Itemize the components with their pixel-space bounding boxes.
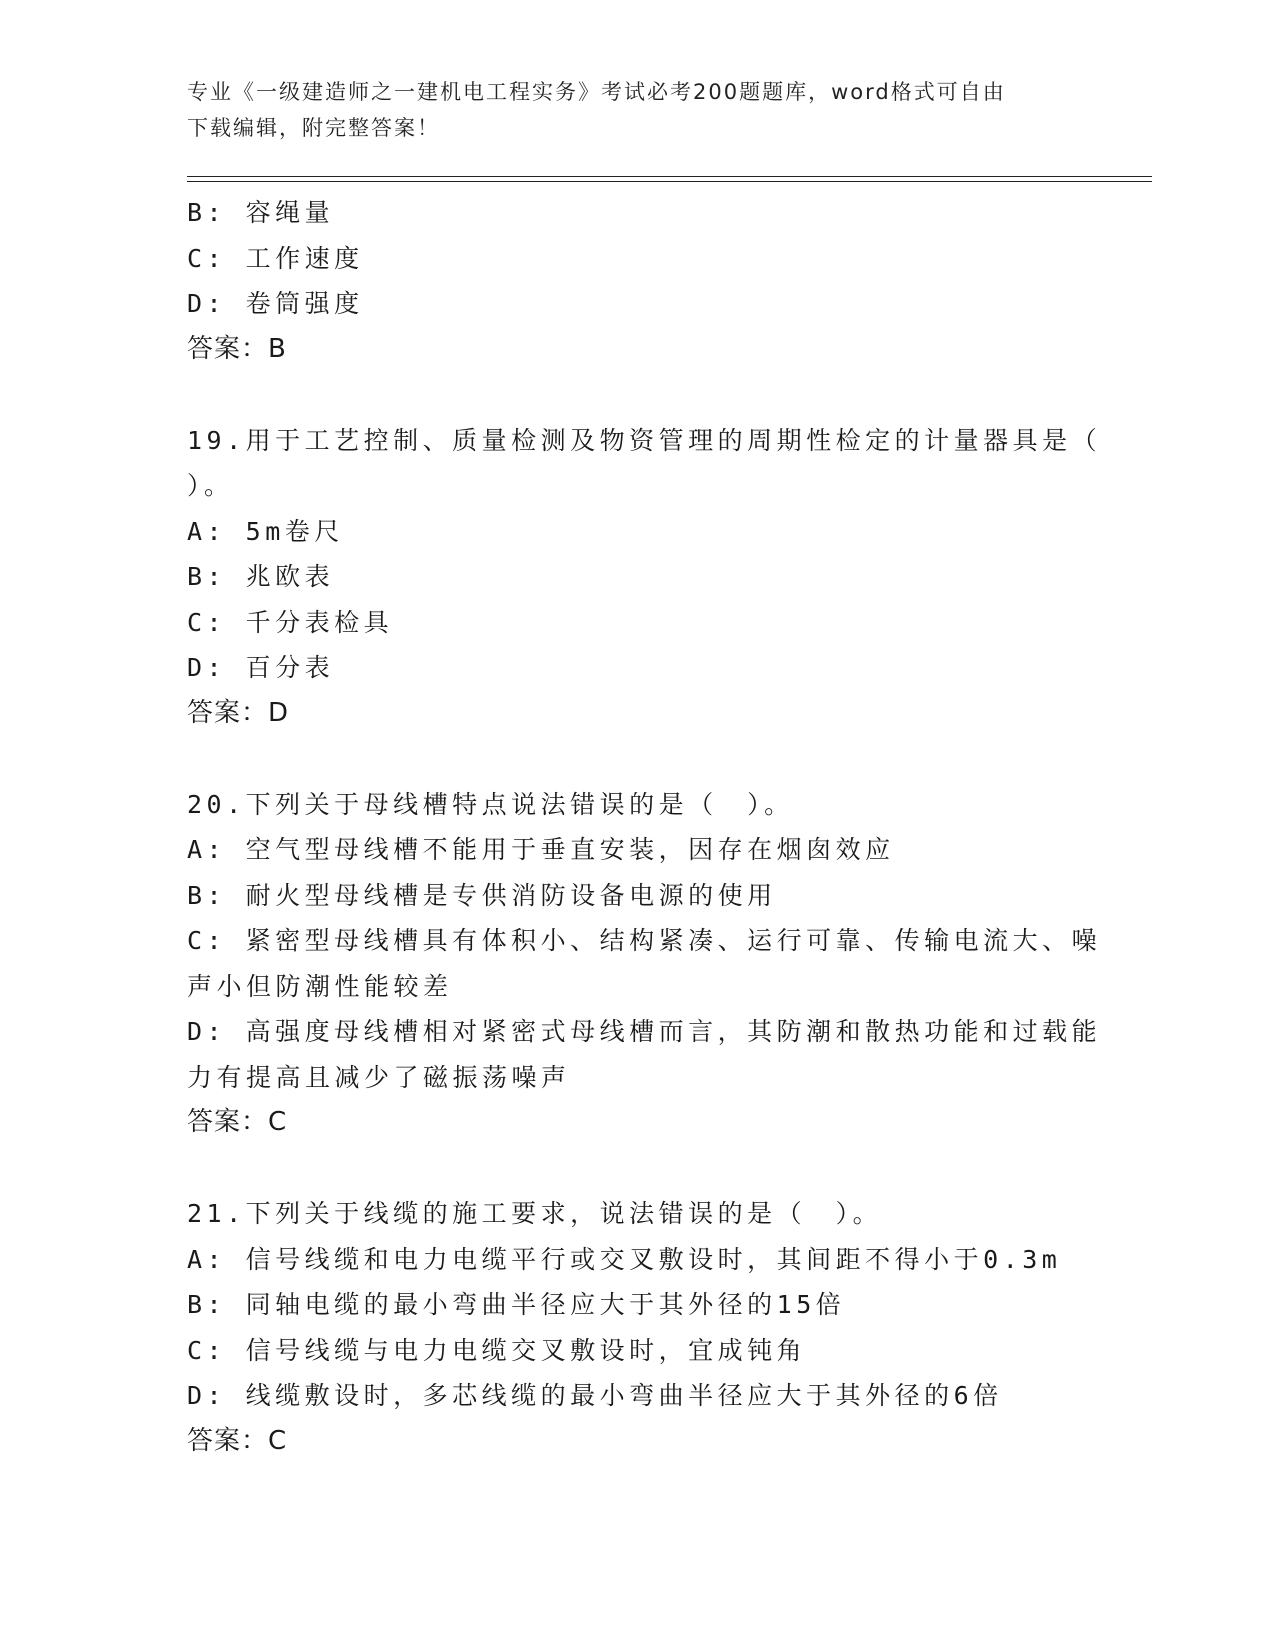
q21-stem: 21.下列关于线缆的施工要求，说法错误的是（ ）。 [187,1199,883,1228]
q19-option-b: B: 兆欧表 [187,562,335,591]
q18-option-c: C: 工作速度 [187,243,364,273]
q18-answer: 答案：B [187,333,287,364]
header-rule-top [187,176,1152,177]
q20-stem: 20.下列关于母线槽特点说法错误的是（ ）。 [187,789,794,819]
q19-stem-line-1: 19.用于工艺控制、质量检测及物资管理的周期性检定的计量器具是（ [187,425,1102,455]
q20-option-c-line-1: C: 紧密型母线槽具有体积小、结构紧凑、运行可靠、传输电流大、噪 [187,926,1102,955]
header-rule-bottom [187,181,1152,182]
q20-answer: 答案：C [187,1107,288,1137]
spacer [187,736,1087,782]
q19-option-d: D: 百分表 [187,653,335,682]
q20-option-d-line-1: D: 高强度母线槽相对紧密式母线槽而言，其防潮和散热功能和过载能 [187,1017,1102,1046]
q19-stem-line-2: ）。 [187,471,234,500]
q21-option-d: D: 线缆敷设时，多芯线缆的最小弯曲半径应大于其外径的6倍 [187,1381,1003,1410]
spacer [187,1146,1087,1192]
header-line-2: 下载编辑，附完整答案！ [187,116,440,140]
q21-option-c: C: 信号线缆与电力电缆交叉敷设时，宜成钝角 [187,1335,807,1365]
q20-option-a: A: 空气型母线槽不能用于垂直安装，因存在烟囱效应 [187,835,895,864]
q21-option-b: B: 同轴电缆的最小弯曲半径应大于其外径的15倍 [187,1290,846,1319]
q19-option-c: C: 千分表检具 [187,607,394,637]
q21-option-a: A: 信号线缆和电力电缆平行或交叉敷设时，其间距不得小于0.3m [187,1244,1062,1274]
q20-option-c-line-2: 声小但防潮性能较差 [187,971,453,1001]
q21-answer: 答案：C [187,1425,288,1456]
q19-option-a: A: 5m卷尺 [187,516,344,546]
document-body [187,190,1102,1464]
header-line-1: 专业《一级建造师之一建机电工程实务》考试必考200题题库，word格式可自由 [187,80,1006,104]
question-18 [187,190,1087,372]
question-19 [187,418,1102,737]
question-21 [187,1191,1087,1464]
q20-option-d-line-2: 力有提高且减少了磁振荡噪声 [187,1062,571,1092]
spacer [187,372,1087,418]
q20-option-b: B: 耐火型母线槽是专供消防设备电源的使用 [187,880,777,910]
document-header [187,74,1067,146]
question-20 [187,782,1102,1146]
q18-option-d: D: 卷筒强度 [187,289,364,318]
q19-answer: 答案：D [187,697,290,728]
q18-option-b: B: 容绳量 [187,198,335,227]
